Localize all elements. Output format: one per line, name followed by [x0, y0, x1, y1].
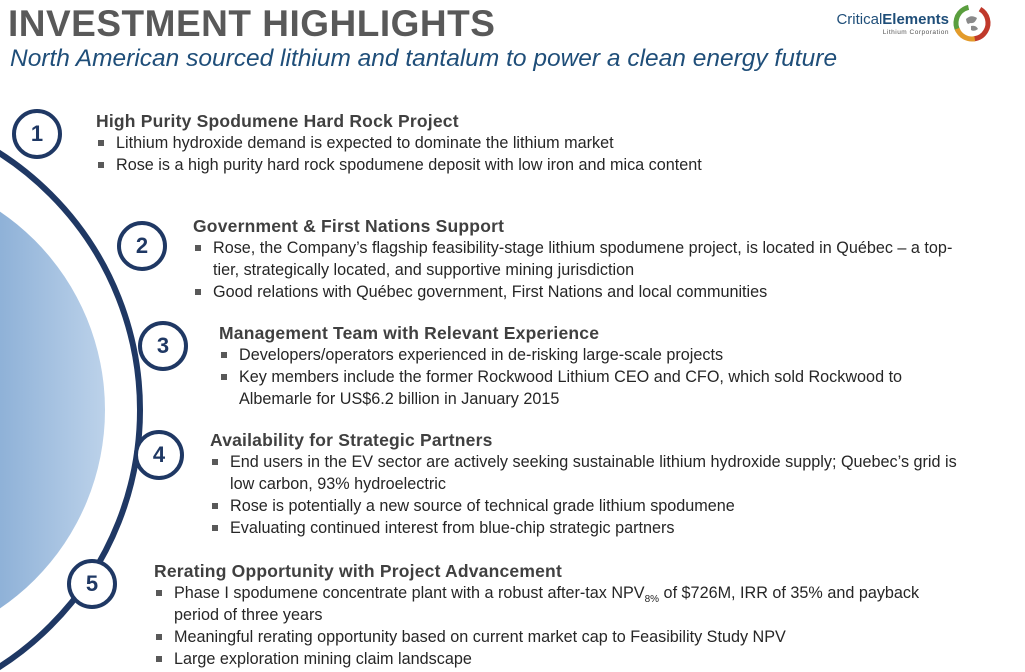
step-number-1: 1 — [12, 109, 62, 159]
bullet-item: Developers/operators experienced in de-risking large-scale projects — [219, 344, 902, 366]
section-title: Rerating Opportunity with Project Advancement — [154, 561, 562, 581]
globe-icon — [951, 2, 993, 44]
step-number-5: 5 — [67, 559, 117, 609]
section-1 — [96, 110, 702, 176]
bullet-item — [219, 366, 902, 410]
bullet-line: period of three years — [174, 606, 323, 624]
bullet-item: Rose is a high purity hard rock spodumene deposit with low iron and mica content — [96, 154, 702, 176]
step-number-2: 2 — [117, 221, 167, 271]
bullet-list — [154, 582, 919, 670]
section-title: Availability for Strategic Partners — [210, 430, 493, 450]
company-logo — [823, 2, 993, 44]
bullet-item: Meaningful rerating opportunity based on current market cap to Feasibility Study NPV — [154, 626, 919, 648]
bullet-item: Large exploration mining claim landscape — [154, 648, 919, 670]
section-2 — [193, 215, 952, 303]
bullet-line: of $726M, IRR of 35% and payback — [659, 584, 920, 602]
logo-tagline: Lithium Corporation — [882, 29, 949, 36]
bullet-list — [96, 132, 702, 176]
bullet-line: Albemarle for US$6.2 billion in January 2015 — [239, 390, 560, 408]
logo-name-regular: Critical — [836, 11, 883, 28]
bullet-list — [219, 344, 902, 410]
bullet-line: Phase I spodumene concentrate plant with a robust after-tax NPV — [174, 584, 645, 602]
bullet-item: Lithium hydroxide demand is expected to dominate the lithium market — [96, 132, 702, 154]
step-number-3: 3 — [138, 321, 188, 371]
bullet-list — [193, 237, 952, 303]
bullet-line: tier, strategically located, and supportive mining jurisdiction — [213, 261, 635, 279]
section-title: Government & First Nations Support — [193, 216, 505, 236]
bullet-item — [210, 451, 957, 495]
step-number-4: 4 — [134, 430, 184, 480]
section-title: Management Team with Relevant Experience — [219, 323, 600, 343]
bullet-item — [193, 237, 952, 281]
bullet-line: End users in the EV sector are actively seeking sustainable lithium hydroxide supply; Quebec’s grid is — [230, 453, 957, 471]
bullet-list — [210, 451, 957, 539]
logo-name-bold: Elements — [882, 11, 949, 28]
page-subtitle: North American sourced lithium and tantalum to power a clean energy future — [10, 45, 838, 72]
bullet-line: Key members include the former Rockwood Lithium CEO and CFO, which sold Rockwood to — [239, 368, 903, 386]
section-3 — [219, 322, 902, 410]
npv-subscript: 8% — [644, 594, 660, 606]
page-title: INVESTMENT HIGHLIGHTS — [8, 3, 496, 44]
bullet-item: Good relations with Québec government, First Nations and local communities — [193, 281, 952, 303]
section-5 — [154, 560, 919, 670]
bullet-item: Evaluating continued interest from blue-chip strategic partners — [210, 517, 957, 539]
bullet-line: Rose, the Company’s flagship feasibility-stage lithium spodumene project, is located in Québec – a top- — [213, 239, 953, 257]
bullet-item — [154, 582, 919, 626]
bullet-line: low carbon, 93% hydroelectric — [230, 475, 446, 493]
section-4 — [210, 429, 957, 539]
bullet-item: Rose is potentially a new source of technical grade lithium spodumene — [210, 495, 957, 517]
section-title: High Purity Spodumene Hard Rock Project — [96, 111, 459, 131]
